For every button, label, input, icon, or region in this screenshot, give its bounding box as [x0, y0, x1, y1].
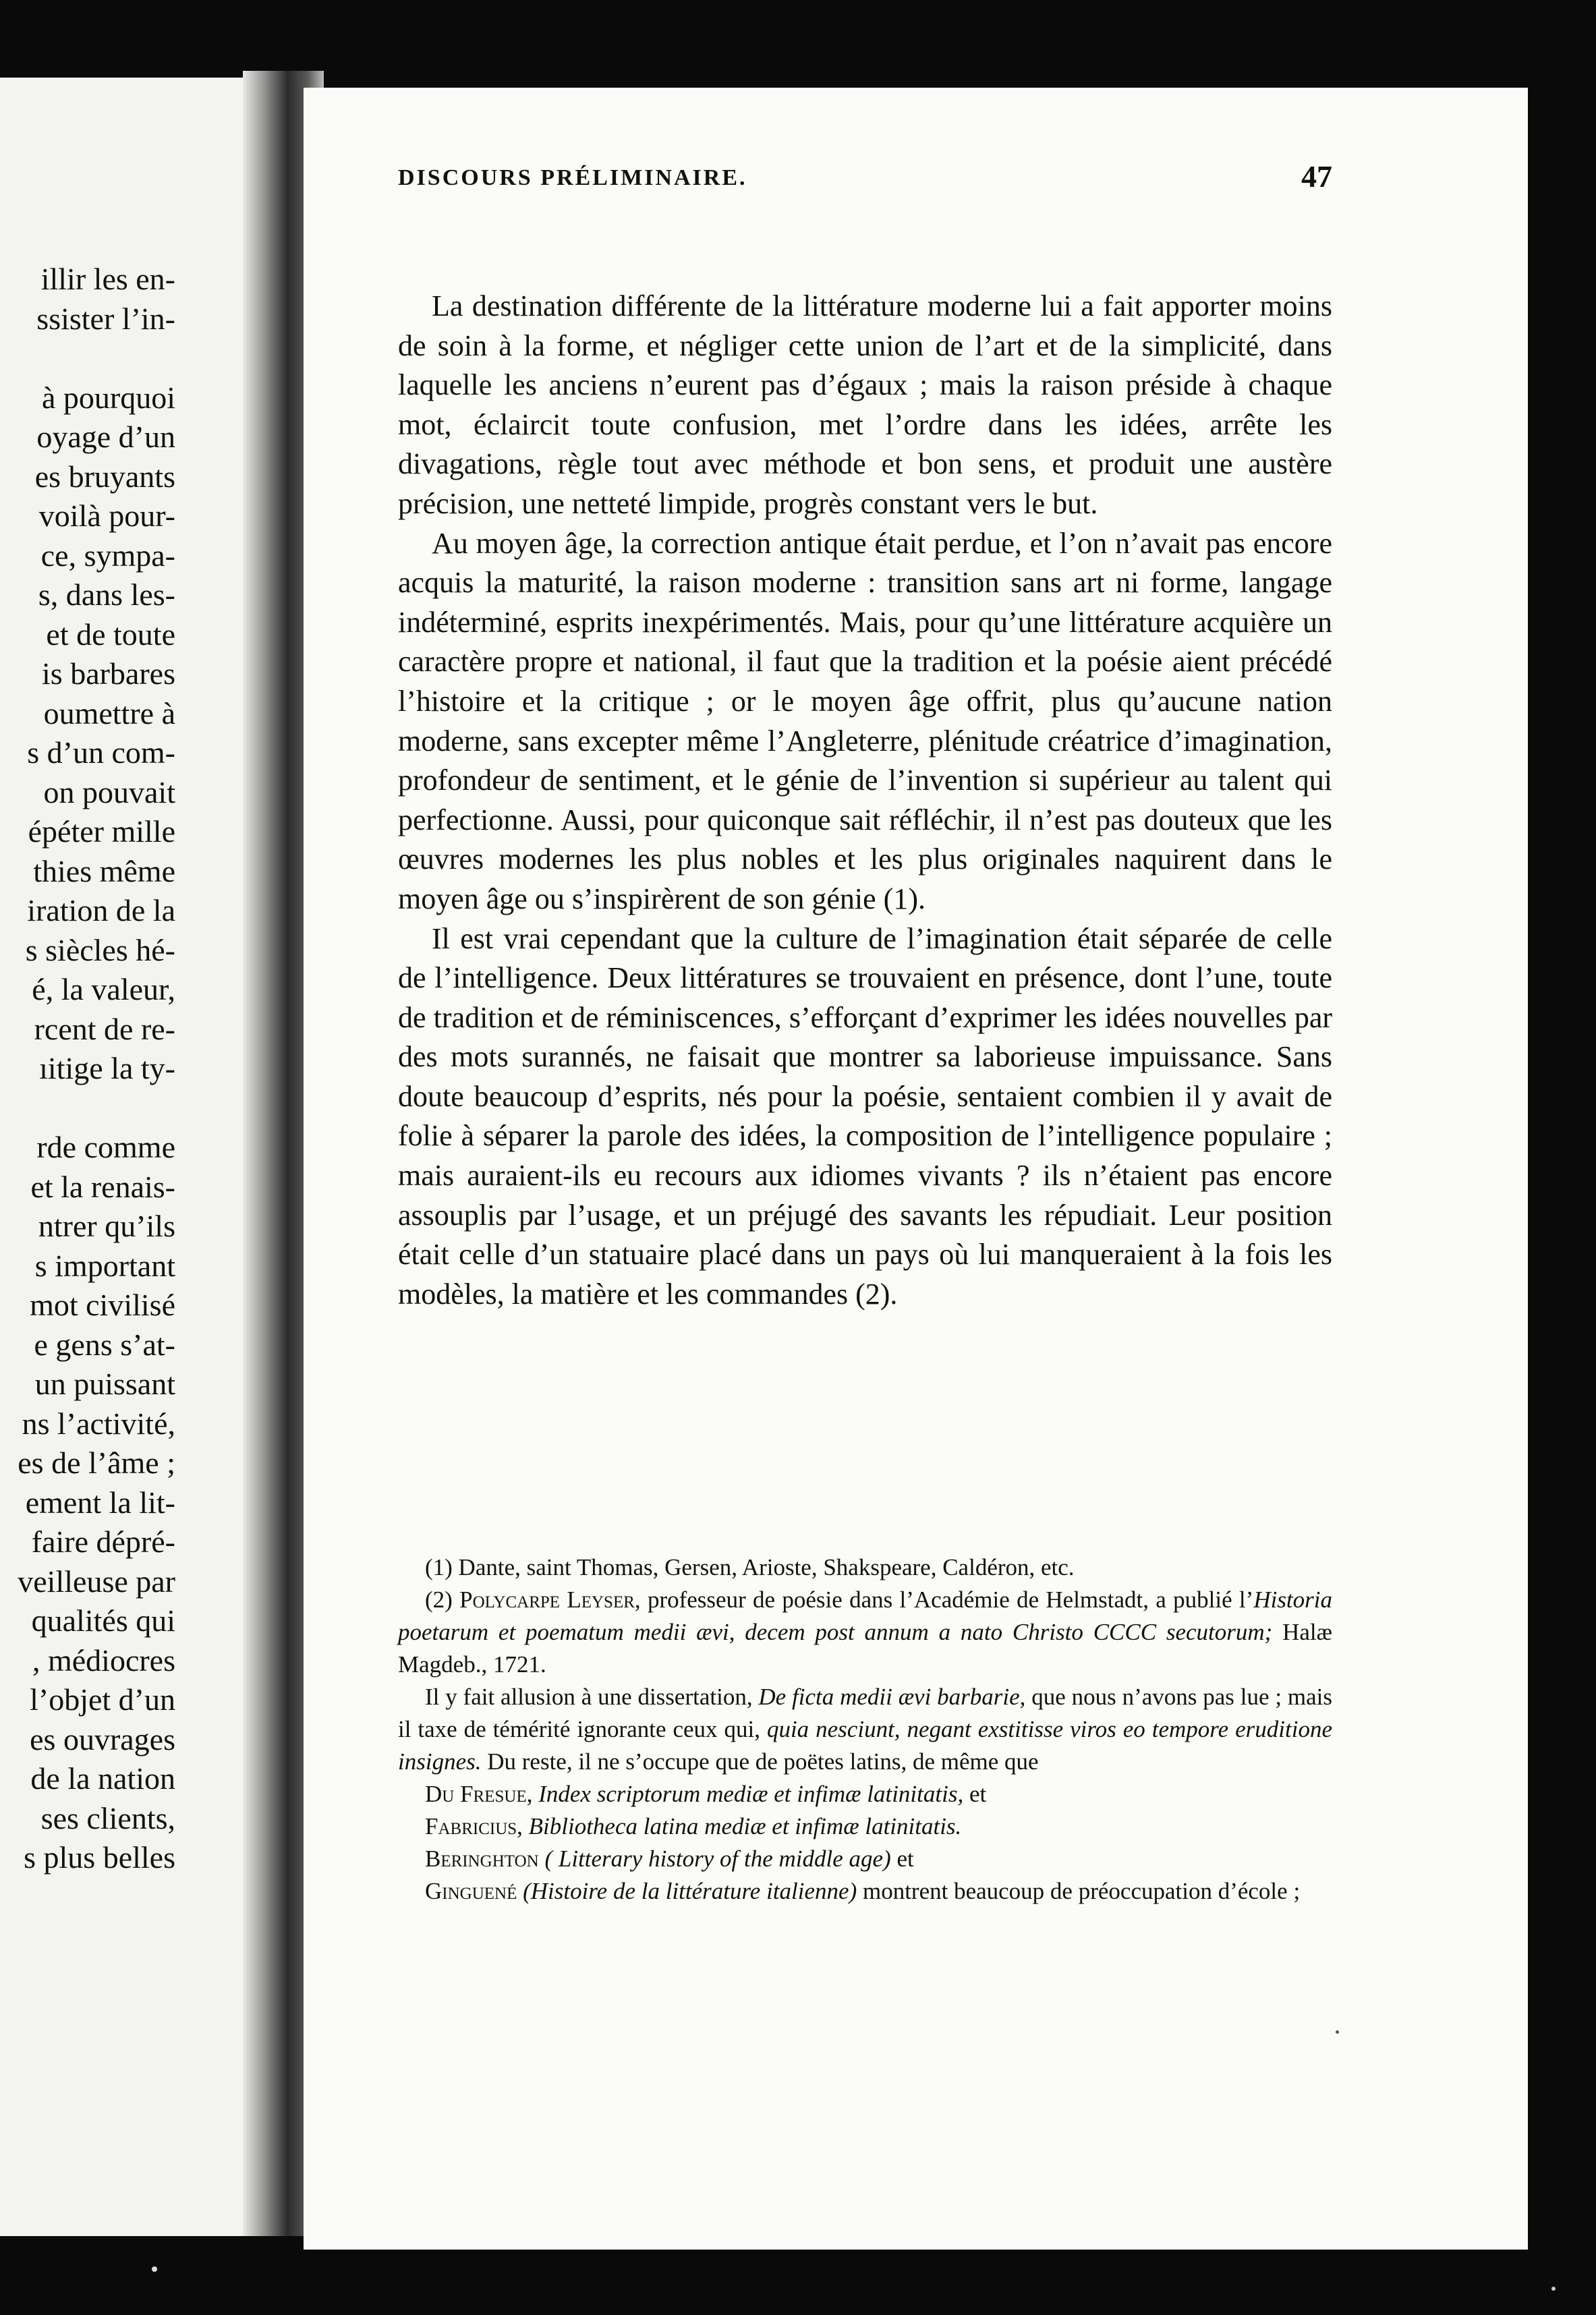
reference-2	[398, 1810, 1332, 1843]
left-page-line: e gens s’at-	[34, 1327, 175, 1362]
reference-1	[398, 1778, 1332, 1810]
left-page-line: ıitige la ty-	[39, 1051, 175, 1085]
left-page-line: ement la lit-	[25, 1485, 175, 1520]
left-page-line: es de l’âme ;	[18, 1446, 175, 1480]
left-page-line: faire dépré-	[31, 1524, 175, 1559]
left-page-line: un puissant	[34, 1367, 175, 1401]
reference-author: Fabricius,	[425, 1813, 523, 1839]
left-page-line: qualités qui	[31, 1603, 175, 1638]
left-page-line: oumettre à	[43, 695, 175, 731]
page-number: 47	[1301, 159, 1332, 194]
reference-3	[398, 1843, 1332, 1875]
footnote-1: (1) Dante, saint Thomas, Gersen, Arioste, Shakspeare, Caldéron, etc.	[425, 1554, 1075, 1580]
page-header	[398, 159, 1332, 199]
left-page-line: is barbares	[42, 656, 175, 691]
left-page-line: s d’un com-	[27, 735, 175, 770]
left-page-line: s, dans les-	[38, 577, 175, 612]
reference-author: Beringhton	[425, 1846, 539, 1872]
scan-speck	[1551, 2287, 1556, 2291]
reference-work: ( Litterary history of the middle age)	[544, 1846, 891, 1872]
left-page-line: épéter mille	[28, 814, 175, 849]
scan-speck	[1336, 2030, 1339, 2034]
left-page-line: ssister l’in-	[36, 301, 175, 336]
left-page-line: voilà pour-	[38, 498, 175, 533]
left-page-line: l’objet d’un	[30, 1682, 175, 1717]
left-page-line: es ouvrages	[30, 1721, 175, 1756]
dissertation-title: De ficta medii ævi barbarie,	[758, 1684, 1026, 1710]
paragraph-3: Il est vrai cependant que la culture de l’imagination était séparée de celle de l’intelligence. Deux littératures se trouvaient en présence, dont l’une, toute de tradition et de réminiscences, s’efforçant d’exprimer les idées nouvelles par des mots surannés, ne faisait que montrer sa laborieuse impuissance. Sans doute beaucoup d’esprits, nés pour la poésie, sentaient combien il y avait de folie à séparer la parole des idées, la composition de l’intelligence populaire ; mais auraient-ils eu recours aux idiomes vivants ? ils n’étaient pas encore assouplis par l’usage, et un préjugé des savants les répudiait. Leur position était celle d’un statuaire placé dans un pays où lui manqueraient à la fois les modèles, la matière et les commandes (2).	[398, 921, 1332, 1311]
left-page-line: iration de la	[27, 893, 175, 927]
footnote-text: Du reste, il ne s’occupe que de poëtes latins, de même que	[481, 1748, 1039, 1775]
left-page-line: mot civilisé	[30, 1288, 175, 1322]
reference-tail: et	[890, 1846, 914, 1872]
left-page-line: ntrer qu’ils	[38, 1209, 175, 1243]
latin-quote: quia nesciunt, negant exstitisse viros eo tempore eruditione insignes.	[398, 1716, 1332, 1775]
paragraph-1: La destination différente de la littérature moderne lui a fait apporter moins de soin à la forme, et négliger cette union de l’art et de la simplicité, dans laquelle les anciens n’eurent pas d’égaux ; mais la raison préside à chaque mot, éclaircit toute confusion, met l’ordre dans les idées, arrête les divagations, règle tout avec méthode et bon sens, et produit une austère précision, une netteté limpide, progrès constant vers le but.	[398, 289, 1332, 520]
left-page-line: s siècles hé-	[25, 932, 175, 967]
left-page-line: ce, sympa-	[40, 538, 175, 573]
left-page-line: ns l’activité,	[22, 1406, 175, 1441]
reference-author: Du Fresue,	[425, 1781, 533, 1807]
left-page-line: é, la valeur,	[32, 972, 175, 1006]
left-page-line: rde comme	[36, 1130, 175, 1164]
reference-4	[398, 1875, 1332, 1908]
footnote-2-author: Polycarpe Leyser,	[459, 1587, 641, 1613]
left-page-line: et la renais-	[30, 1169, 175, 1204]
reference-work: (Histoire de la littérature italienne)	[523, 1878, 857, 1904]
left-page-text	[0, 260, 175, 1878]
paragraph-2: Au moyen âge, la correction antique était perdue, et l’on n’avait pas encore acquis la maturité, la raison moderne : transition sans art ni forme, langage indéterminé, esprits inexpérimentés. Mais, pour qu’une littérature acquière un caractère propre et national, il faut que la tradition et la poésie aient précédé l’histoire et la critique ; or le moyen âge offrit, plus qu’aucune nation moderne, sans excepter même l’Angleterre, plénitude créatrice d’imagination, profondeur de sentiment, et le génie de l’invention si supérieur au talent qui perfectionne. Aussi, pour quiconque sait réfléchir, il n’est pas douteux que les œuvres modernes les plus nobles et les plus originales naquirent dans le moyen âge ou s’inspirèrent de son génie (1).	[398, 526, 1332, 915]
left-page	[0, 78, 277, 2236]
reference-tail: montrent beaucoup de préoccupation d’école ;	[857, 1878, 1301, 1904]
left-page-line	[0, 339, 175, 378]
main-text	[398, 287, 1332, 1314]
left-page-line: ses clients,	[40, 1800, 175, 1835]
reference-author: Ginguené	[425, 1878, 517, 1904]
left-page-line: s plus belles	[24, 1840, 175, 1875]
left-page-line: s important	[34, 1248, 175, 1283]
footnote-2-text: professeur de poésie dans l’Académie de Helmstadt, a publié l’	[640, 1587, 1254, 1613]
left-page-line: et de toute	[46, 617, 175, 652]
reference-tail: et	[963, 1781, 987, 1807]
footnote-2-imprint: Halæ Magdeb., 1721.	[398, 1619, 1332, 1678]
footnote-text: que nous n’avons pas lue ; mais il taxe de témérité ignorante ceux qui,	[398, 1684, 1332, 1742]
footnote-2-continued	[398, 1681, 1332, 1778]
scan-speck	[152, 2266, 157, 2272]
left-page-line: illir les en-	[40, 262, 175, 296]
running-head: DISCOURS PRÉLIMINAIRE.	[398, 165, 747, 190]
reference-work: Bibliotheca latina mediæ et infimæ latinitatis.	[528, 1813, 962, 1839]
left-page-line: thies même	[33, 853, 175, 888]
left-page-line: de la nation	[30, 1761, 175, 1796]
footnote-2	[398, 1584, 1332, 1681]
footnote-2-title: Historia poetarum et poematum medii ævi, decem post annum a nato Christo CCCC secutorum;	[398, 1587, 1333, 1645]
footnotes	[398, 1551, 1332, 1908]
left-page-line	[0, 1089, 175, 1128]
left-page-line: oyage d’un	[36, 420, 175, 454]
left-page-line: rcent de re-	[34, 1011, 175, 1046]
reference-work: Index scriptorum mediæ et infimæ latinitatis,	[538, 1781, 964, 1807]
left-page-line: es bruyants	[34, 459, 175, 494]
footnote-text: Il y fait allusion à une dissertation,	[425, 1684, 759, 1710]
left-page-line: , médiocres	[32, 1642, 175, 1678]
footnote-2-marker: (2)	[425, 1587, 453, 1613]
left-page-line: veilleuse par	[18, 1564, 175, 1599]
left-page-line: à pourquoi	[41, 380, 175, 415]
left-page-line: on pouvait	[43, 774, 175, 809]
